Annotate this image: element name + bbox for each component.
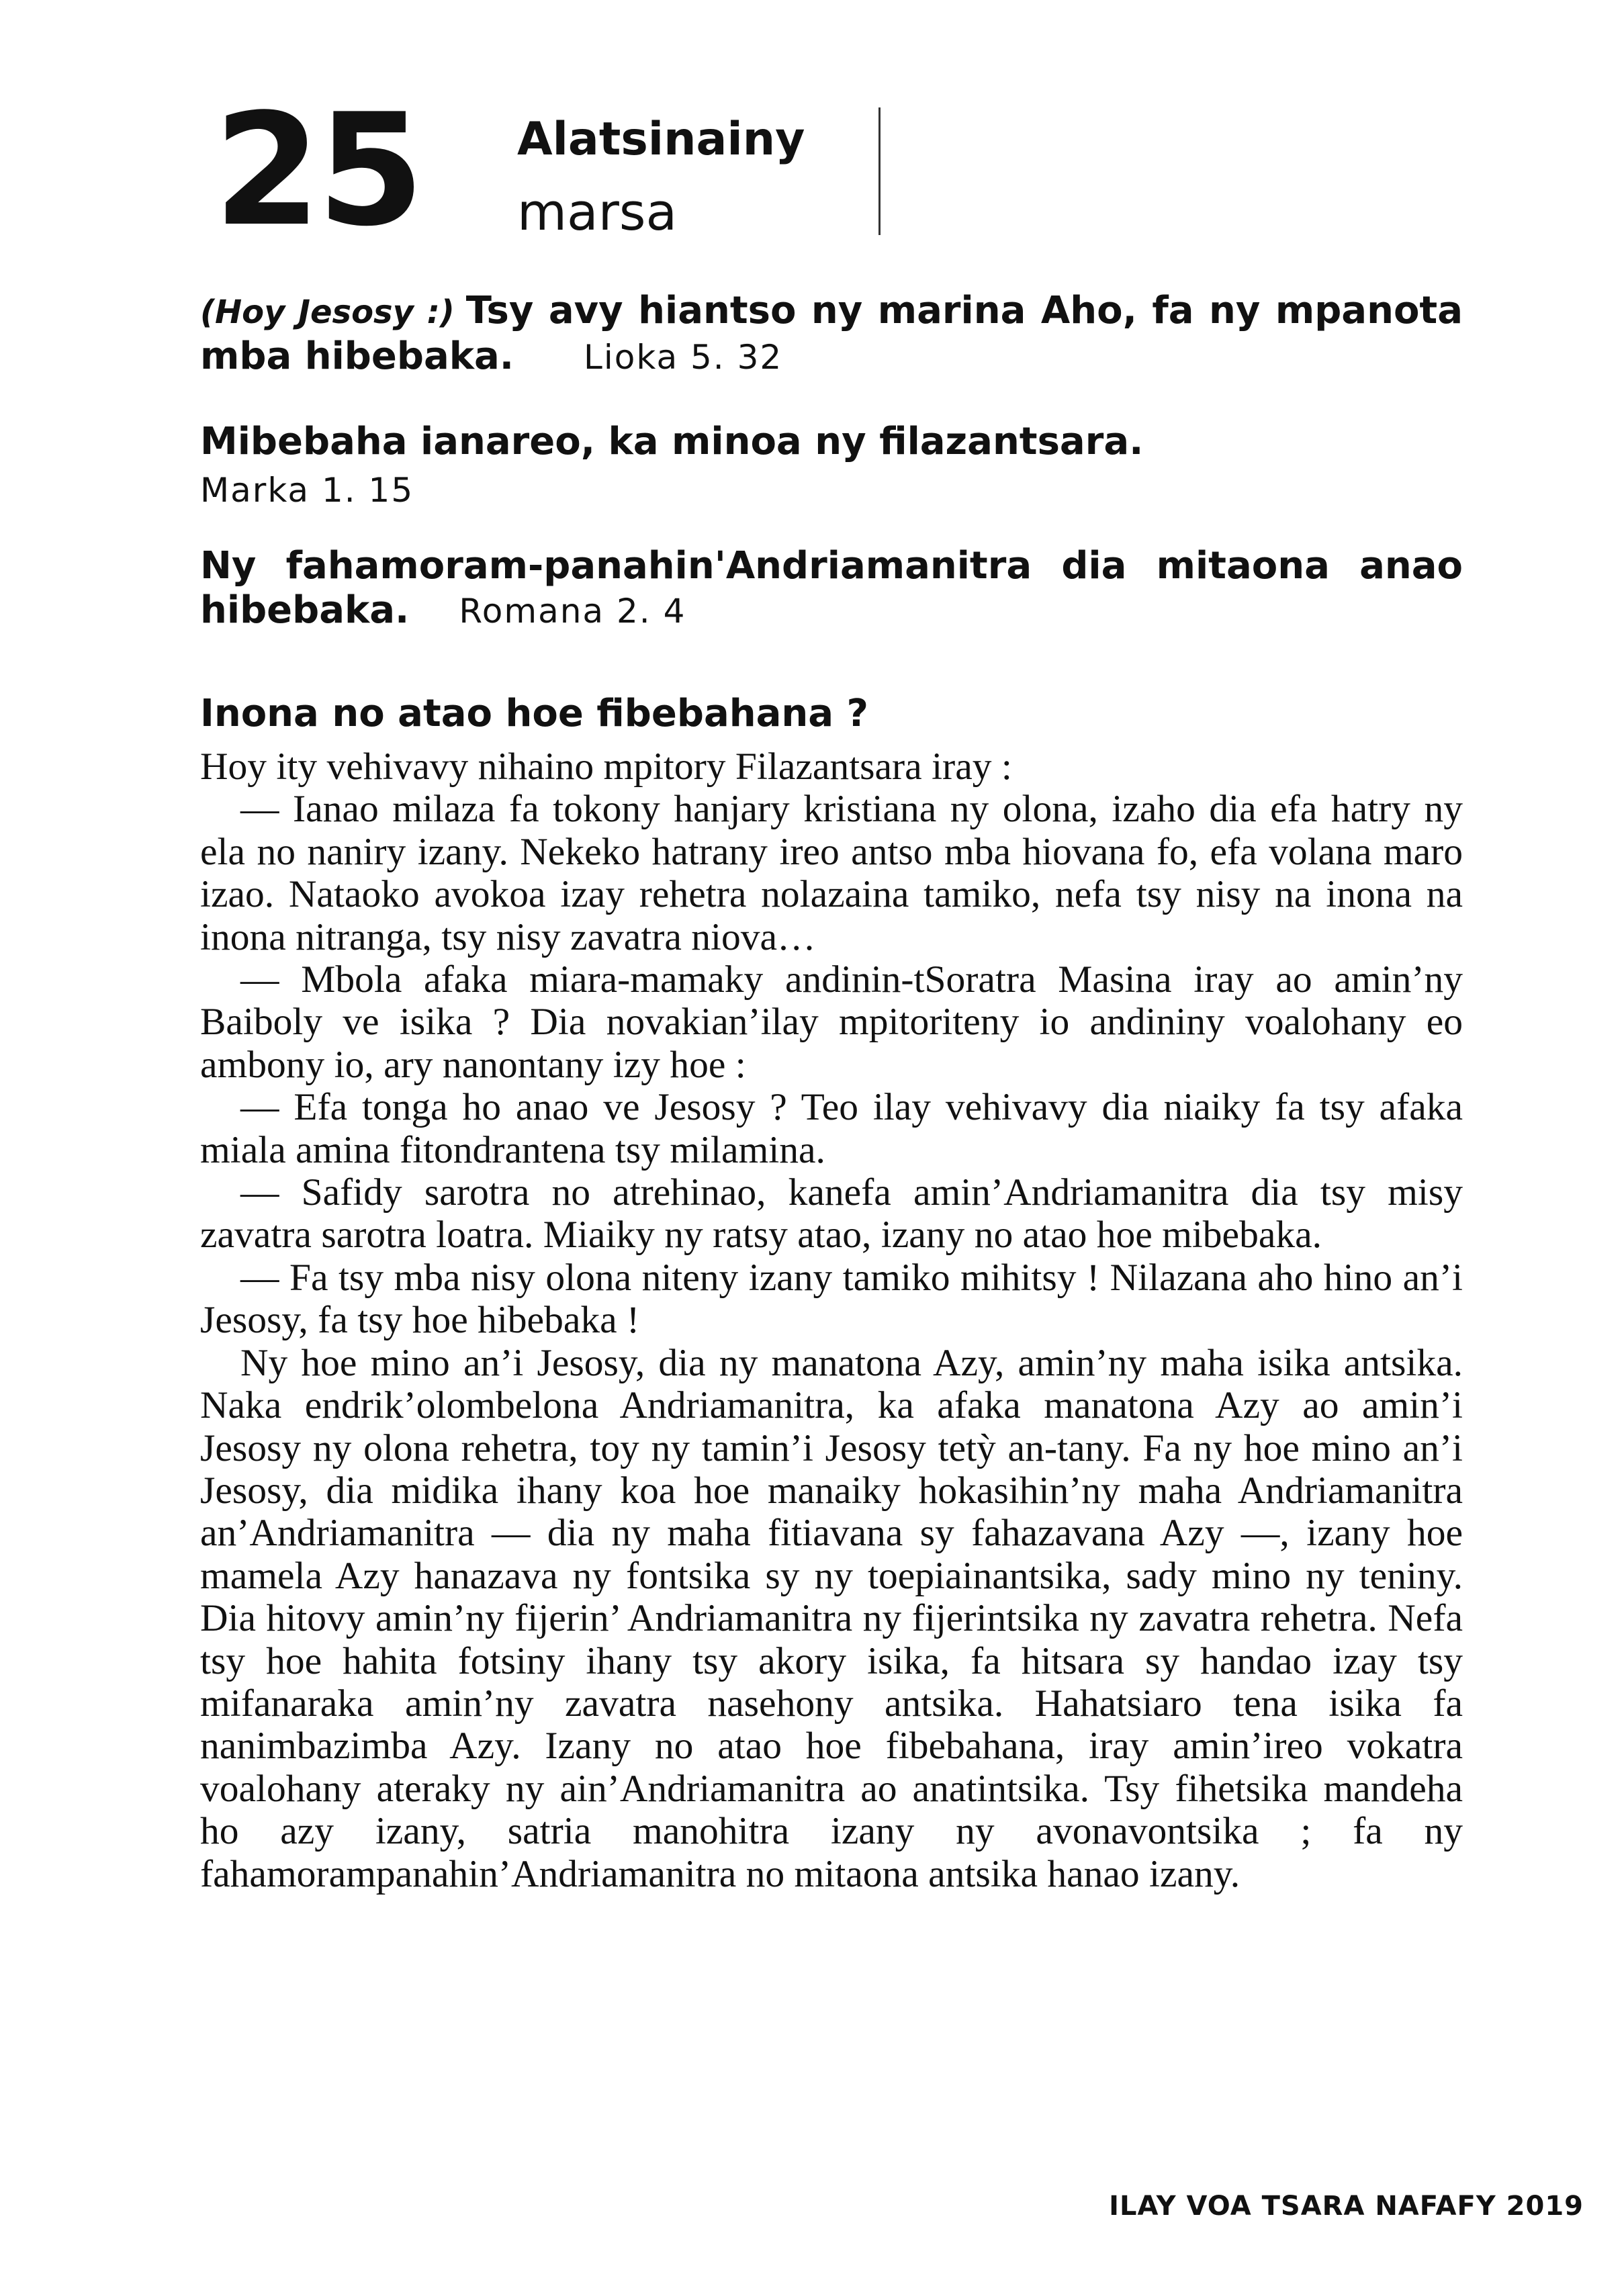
paragraph: Hoy ity vehivavy nihaino mpitory Filazantsara iray : <box>200 745 1012 788</box>
section-title: Inona no atao hoe fibebahana ? <box>200 692 869 735</box>
verse-text: Ny fahamoram-panahin'Andriamanitra dia mitaona anao hibebaka. <box>200 544 1463 632</box>
date-header <box>214 81 952 261</box>
verse-3 <box>200 544 1463 633</box>
weekday: Alatsinainy <box>517 113 805 166</box>
footer-publication: ILAY VOA TSARA NAFAFY 2019 <box>1109 2191 1584 2222</box>
month: marsa <box>517 182 678 242</box>
verse-reference: Marka 1. 15 <box>200 471 414 510</box>
devotional-body <box>200 745 1463 1895</box>
paragraph: — Fa tsy mba nisy olona niteny izany tamiko mihitsy ! Nilazana aho hino an’i Jesosy, fa tsy hoe hibebaka ! <box>200 1256 1463 1342</box>
verse-reference: Romana 2. 4 <box>459 592 686 631</box>
verse-speaker: (Hoy Jesosy :) <box>200 293 455 331</box>
verse-reference: Lioka 5. 32 <box>584 338 783 377</box>
header-divider <box>878 107 881 235</box>
paragraph: — Ianao milaza fa tokony hanjary kristiana ny olona, izaho dia efa hatry ny ela no naniry izany. Nekeko hatrany ireo antso mba hiovana fo, efa volana maro izao. Nataoko avokoa izay rehetra nolazaina tamiko, nefa tsy nisy na inona na inona nitranga, tsy nisy zavatra niova… <box>200 788 1463 958</box>
paragraph: — Mbola afaka miara-mamaky andinin-tSoratra Masina iray ao amin’ny Baiboly ve isika ? Dia novakian’ilay mpitoriteny io andininy voalohany eo ambony io, ary nanontany izy hoe : <box>200 958 1463 1086</box>
paragraph: Ny hoe mino an’i Jesosy, dia ny manatona Azy, amin’ny maha isika antsika. Naka endrik’olombelona Andriamanitra, ka afaka manatona Azy ao amin’i Jesosy ny olona rehetra, toy ny tamin’i Jesosy tetỳ an-tany. Fa ny hoe mino an’i Jesosy, dia midika ihany koa hoe manaiky hokasihin’ny maha Andriamanitra an’Andriamanitra — dia ny maha fitiavana sy fahazavana Azy —, izany hoe mamela Azy hanazava ny fontsika sy ny toepiainantsika, sady mino ny teniny. Dia hitovy amin’ny fijerin’ Andriamanitra ny fijerintsika ny zavatra rehetra. Nefa tsy hoe hahita fotsiny ihany tsy akory isika, fa hitsara sy handao izay tsy mifanaraka amin’ny zavatra nasehony antsika. Hahatsiaro tena isika fa nanimbazimba Azy. Izany no atao hoe fibebahana, iray amin’ireo vokatra voalohany ateraky ny ain’Andriamanitra ao anatintsika. Tsy fihetsika mandeha ho azy izany, satria manohitra izany ny avonavontsika ; fa ny fahamorampanahin’Andriamanitra no mitaona antsika hanao izany. <box>200 1341 1463 1895</box>
verse-text: Tsy avy hiantso ny marina Aho, fa ny mpanota mba hibebaka. <box>200 289 1463 378</box>
verse-1 <box>200 289 1463 379</box>
verse-text: Mibebaha ianareo, ka minoa ny filazantsara. <box>200 420 1144 463</box>
paragraph: — Safidy sarotra no atrehinao, kanefa amin’Andriamanitra dia tsy misy zavatra sarotra loatra. Miaiky ny ratsy atao, izany no atao hoe mibebaka. <box>200 1171 1463 1257</box>
paragraph: — Efa tonga ho anao ve Jesosy ? Teo ilay vehivavy dia niaiky fa tsy afaka miala amina fitondrantena tsy milamina. <box>200 1086 1463 1171</box>
verse-2 <box>200 420 1463 512</box>
day-number: 25 <box>214 81 421 261</box>
